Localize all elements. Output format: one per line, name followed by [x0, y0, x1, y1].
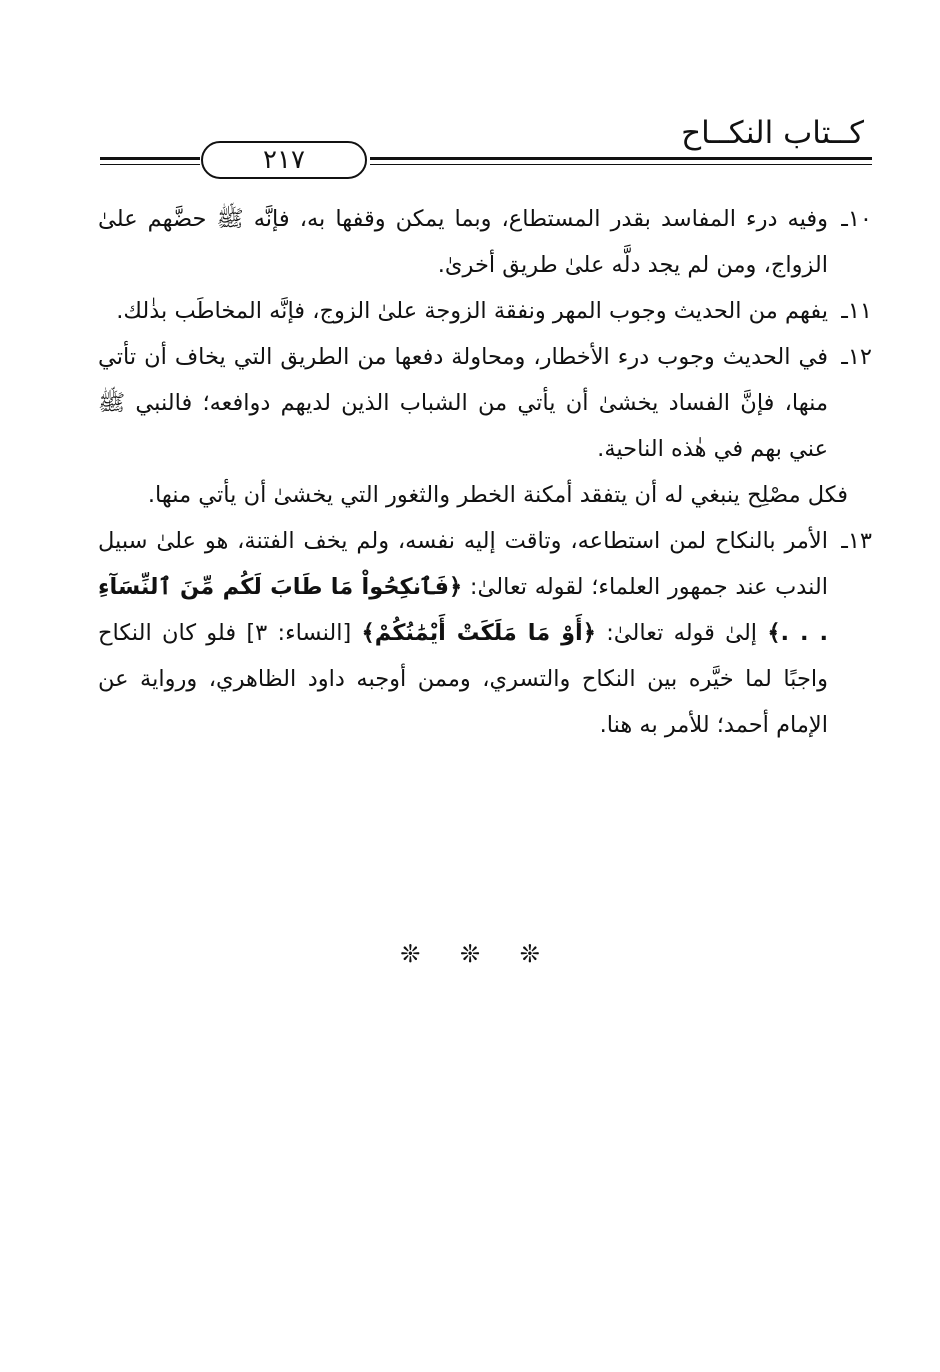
item-text: يفهم من الحديث وجوب المهر ونفقة الزوجة علىٰ الزوج، فإنَّه المخاطَب بذٰلك.	[116, 298, 828, 324]
header-rule-thin	[370, 164, 872, 165]
asterism-icon: ❊	[519, 940, 540, 968]
item-text-part: إلىٰ قوله تعالىٰ:	[595, 620, 768, 646]
page-header	[100, 105, 872, 175]
book-title: كــتاب النكــاح	[681, 115, 864, 151]
header-rule-left-thin	[100, 164, 200, 165]
list-item	[98, 334, 872, 472]
header-rule-left-thick	[100, 157, 200, 160]
quran-verse: ﴿فَٱنكِحُواْ مَا طَابَ لَكُم مِّنَ ٱلنِّسَآءِ . . .﴾	[98, 574, 829, 646]
item-number: ١١ـ	[841, 298, 872, 324]
list-item	[98, 518, 872, 748]
paragraph-text: فكل مصْلِح ينبغي له أن يتفقد أمكنة الخطر والثغور التي يخشىٰ أن يأتي منها.	[147, 482, 848, 508]
item-text: في الحديث وجوب درء الأخطار، ومحاولة دفعها من الطريق التي يخاف أن تأتي منها، فإنَّ الفساد يخشىٰ أن يأتي من الشباب الذين لديهم دوافعه؛ فالنبي ﷺ عني بهم في هٰذه الناحية.	[98, 344, 828, 462]
item-number: ١٠ـ	[841, 206, 872, 232]
section-separator	[0, 940, 940, 968]
item-text-part: [النساء: ٣] فلو كان النكاح واجبًا لما خيَّره بين النكاح والتسري، وممن أوجبه داود الظاهري، ورواية عن الإمام أحمد؛ للأمر به هنا.	[98, 620, 828, 738]
list-item	[98, 196, 872, 288]
asterism-icon: ❊	[400, 940, 421, 968]
item-number: ١٣ـ	[841, 528, 872, 554]
page-number: ٢١٧	[201, 141, 367, 179]
header-rule-thick	[370, 157, 872, 160]
item-number: ١٢ـ	[841, 344, 872, 370]
paragraph	[98, 472, 872, 518]
asterism-icon: ❊	[459, 940, 481, 968]
page-body	[98, 196, 872, 748]
quran-verse: ﴿أَوْ مَا مَلَكَتْ أَيْمَٰنُكُمْ﴾	[361, 620, 596, 646]
item-text-part: الأمر بالنكاح لمن استطاعه، وتاقت إليه نفسه، ولم يخف الفتنة، هو علىٰ سبيل الندب عند جمهور العلماء؛ لقوله تعالىٰ:	[98, 528, 828, 600]
list-item	[98, 288, 872, 334]
item-text: وفيه درء المفاسد بقدر المستطاع، وبما يمكن وقفها به، فإنَّه ﷺ حضَّهم علىٰ الزواج، ومن لم يجد دلَّه علىٰ طريق أخرىٰ.	[98, 206, 828, 278]
